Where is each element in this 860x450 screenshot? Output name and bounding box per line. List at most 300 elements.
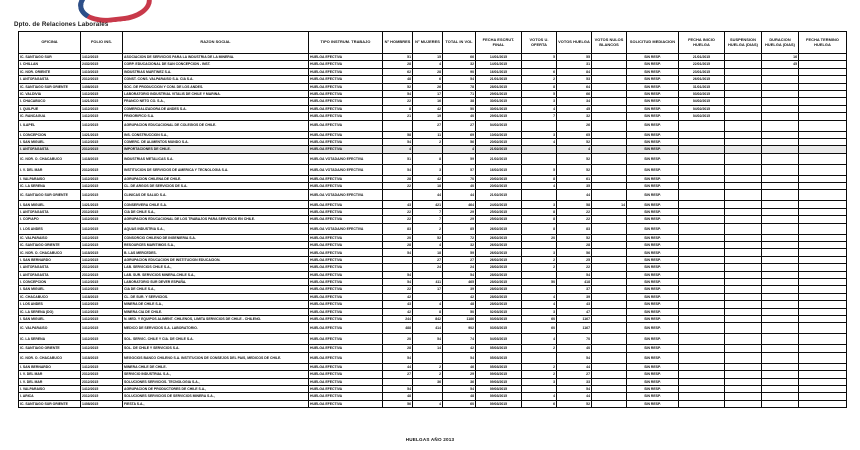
cell-votos-nulos-blancos [592, 249, 627, 256]
cell-n-hombres [383, 378, 413, 385]
cell-tipo-instrumento: HUELGA EFECTIVA [309, 393, 383, 400]
cell-solicitud-mediacion: SIN RESP. [627, 183, 679, 190]
cell-fecha-inicio-huelga [679, 183, 725, 190]
cell-duracion-huelga [762, 131, 799, 138]
cell-solicitud-mediacion: SIN RESP. [627, 301, 679, 308]
cell-suspension-huelga [725, 345, 762, 352]
cell-solicitud-mediacion: SIN RESP. [627, 385, 679, 392]
cell-votos-nulos-blancos [592, 190, 627, 201]
cell-n-mujeres: 2 [413, 363, 443, 370]
cell-votos-nulos-blancos [592, 138, 627, 145]
cell-votos-ultima-oferta: 4 [522, 183, 557, 190]
cell-fecha-escrutinio: 26/02/2015 [476, 249, 522, 256]
cell-razon-social: AGRUPACION DE PRODUCTORES DE CHILE S.A., [123, 385, 309, 392]
cell-duracion-huelga [762, 146, 799, 153]
table-row [19, 113, 847, 120]
cell-fecha-termino-huelga [799, 90, 847, 97]
cell-total-involucrados: 902 [443, 323, 476, 334]
cell-n-mujeres: 17 [413, 90, 443, 97]
cell-n-hombres: 22 [383, 208, 413, 215]
cell-votos-ultima-oferta [522, 286, 557, 293]
cell-oficina: I. ANTOFAGASTA [19, 264, 81, 271]
cell-oficina: IC. SANTIAGO ORIENTE [19, 345, 81, 352]
cell-votos-nulos-blancos [592, 334, 627, 345]
cell-solicitud-mediacion: SIN RESP. [627, 278, 679, 285]
cell-n-mujeres: 26 [413, 83, 443, 90]
cell-oficina: IC. LA SERENA [19, 334, 81, 345]
cell-votos-ultima-oferta: 3 [522, 308, 557, 315]
cell-fecha-termino-huelga [799, 345, 847, 352]
cell-fecha-inicio-huelga [679, 278, 725, 285]
cell-suspension-huelga [725, 234, 762, 241]
cell-votos-huelga: 418 [557, 278, 592, 285]
cell-tipo-instrumento: HUELGA EFECTIVA [309, 208, 383, 215]
cell-votos-nulos-blancos [592, 183, 627, 190]
table-row [19, 334, 847, 345]
cell-votos-huelga: 32 [557, 113, 592, 120]
cell-votos-huelga: 66 [557, 90, 592, 97]
cell-duracion-huelga [762, 83, 799, 90]
cell-total-involucrados: 54 [443, 76, 476, 83]
cell-oficina: IC. SANTIAGO ORIENTE [19, 242, 81, 249]
cell-duracion-huelga [762, 216, 799, 223]
cell-fecha-termino-huelga [799, 223, 847, 234]
cell-n-mujeres: 2 [413, 223, 443, 234]
cell-fecha-termino-huelga [799, 352, 847, 363]
cell-total-involucrados: 50 [443, 308, 476, 315]
cell-solicitud-mediacion: SIN RESP. [627, 363, 679, 370]
cell-oficina: I. V. DEL MAR [19, 164, 81, 175]
cell-suspension-huelga [725, 334, 762, 345]
cell-razon-social: CIA DE CHILE S.A., [123, 208, 309, 215]
cell-razon-social: INDUSTRIAS METALICAS S.A. [123, 153, 309, 164]
cell-suspension-huelga [725, 138, 762, 145]
cell-votos-huelga: 52 [557, 400, 592, 407]
cell-votos-ultima-oferta: 8 [522, 175, 557, 182]
cell-n-hombres: 28 [383, 242, 413, 249]
cell-oficina: I. LOS ANDES [19, 301, 81, 308]
cell-fecha-escrutinio: 28/02/2015 [476, 278, 522, 285]
cell-tipo-instrumento: HUELGA EFECTIVA [309, 201, 383, 208]
cell-razon-social: ASOCIACION DE SERVICIOS PARA LA INDUSTRIA DE LA MINERIA. [123, 54, 309, 61]
cell-tipo-instrumento: HUELGA EFECTIVA [309, 98, 383, 105]
cell-duracion-huelga [762, 76, 799, 83]
cell-total-involucrados: 4 [443, 146, 476, 153]
cell-votos-ultima-oferta: 3 [522, 201, 557, 208]
cell-fecha-inicio-huelga [679, 201, 725, 208]
cell-oficina: I. SAN BERNARDO [19, 256, 81, 263]
cell-duracion-huelga [762, 208, 799, 215]
cell-total-involucrados: 38 [443, 98, 476, 105]
cell-n-hombres: 54 [383, 271, 413, 278]
cell-tipo-instrumento: HUELGA EFECTIVA [309, 363, 383, 370]
cell-duracion-huelga [762, 190, 799, 201]
cell-suspension-huelga [725, 90, 762, 97]
cell-votos-nulos-blancos [592, 90, 627, 97]
column-header-solicitud-mediacion: SOLICITUD MEDIACION [627, 32, 679, 54]
cell-fecha-termino-huelga [799, 334, 847, 345]
cell-votos-huelga: 58 [557, 201, 592, 208]
cell-duracion-huelga [762, 234, 799, 241]
cell-votos-ultima-oferta: 6 [522, 68, 557, 75]
cell-total-involucrados: 70 [443, 175, 476, 182]
cell-total-involucrados: 54 [443, 385, 476, 392]
column-header-tipo-instrumento: TIPO INSTRUM. TRABAJO [309, 32, 383, 54]
cell-folio: 1418/2015 [81, 249, 123, 256]
department-label: Dpto. de Relaciones Laborales [14, 21, 109, 28]
cell-fecha-inicio-huelga [679, 371, 725, 378]
cell-fecha-inicio-huelga [679, 208, 725, 215]
cell-oficina: I. ILAPEL [19, 120, 81, 131]
cell-razon-social: IMPORTACIONES DE CHILE. [123, 146, 309, 153]
cell-votos-ultima-oferta: 5 [522, 90, 557, 97]
column-header-votos-ultima-oferta: VOTOS U. OFERTA [522, 32, 557, 54]
cell-razon-social: FIESTA S.A., [123, 400, 309, 407]
cell-votos-nulos-blancos [592, 164, 627, 175]
cell-votos-huelga: 52 [557, 153, 592, 164]
cell-votos-nulos-blancos [592, 223, 627, 234]
cell-fecha-escrutinio: 04/03/2015 [476, 334, 522, 345]
cell-duracion-huelga [762, 120, 799, 131]
cell-votos-ultima-oferta: 8 [522, 223, 557, 234]
cell-n-hombres: 51 [383, 153, 413, 164]
cell-total-involucrados: 29 [443, 208, 476, 215]
cell-duracion-huelga [762, 352, 799, 363]
cell-solicitud-mediacion: SIN RESP. [627, 120, 679, 131]
cell-suspension-huelga [725, 208, 762, 215]
column-header-duracion-huelga: DURACION HUELGA (DIAS) [762, 32, 799, 54]
cell-total-involucrados: 32 [443, 242, 476, 249]
cell-n-hombres: 22 [383, 183, 413, 190]
cell-oficina: IC. VALPARAISO [19, 323, 81, 334]
cell-fecha-inicio-huelga [679, 234, 725, 241]
cell-votos-nulos-blancos [592, 234, 627, 241]
cell-fecha-escrutinio: 25/02/2015 [476, 216, 522, 223]
table-row [19, 61, 847, 68]
cell-votos-huelga: 22 [557, 264, 592, 271]
cell-solicitud-mediacion: SIN RESP. [627, 216, 679, 223]
cell-suspension-huelga [725, 223, 762, 234]
cell-n-mujeres: 52 [413, 234, 443, 241]
cell-folio: 1412/2015 [81, 113, 123, 120]
column-header-fecha-escrutinio: FECHA ESCRUT. FINAL [476, 32, 522, 54]
cell-folio: 2312/2015 [81, 371, 123, 378]
table-row [19, 400, 847, 407]
cell-razon-social: AGRUPACION EDUCACION DE INSTITUCION EDUCACION. [123, 256, 309, 263]
cell-fecha-termino-huelga [799, 256, 847, 263]
cell-votos-nulos-blancos [592, 131, 627, 138]
cell-votos-huelga: 27 [557, 371, 592, 378]
cell-votos-nulos-blancos [592, 385, 627, 392]
cell-votos-huelga: 47 [557, 308, 592, 315]
cell-tipo-instrumento: HUELGA EFECTIVA [309, 345, 383, 352]
cell-n-hombres: 20 [383, 334, 413, 345]
cell-n-mujeres: 842 [413, 315, 443, 322]
cell-votos-huelga: 84 [557, 68, 592, 75]
cell-tipo-instrumento: HUELGA EFECTIVA [309, 293, 383, 300]
cell-folio: 1418/2015 [81, 352, 123, 363]
cell-n-hombres: 244 [383, 315, 413, 322]
table-row [19, 201, 847, 208]
column-header-votos-nulos-blancos: VOTOS NULOS BLANCOS [592, 32, 627, 54]
cell-fecha-escrutinio: 28/01/2015 [476, 83, 522, 90]
cell-tipo-instrumento: HUELGA EFECTIVA [309, 400, 383, 407]
cell-folio: 1412/2015 [81, 175, 123, 182]
cell-folio: 1421/2015 [81, 131, 123, 138]
cell-votos-huelga: 53 [557, 76, 592, 83]
cell-razon-social: CORP. EDUCACIONAL DE SAN CONCEPCION - INST. [123, 61, 309, 68]
cell-total-involucrados: 48 [443, 393, 476, 400]
cell-oficina: IC. SANTIAGO SUR [19, 54, 81, 61]
cell-suspension-huelga [725, 113, 762, 120]
cell-folio: 1412/2015 [81, 278, 123, 285]
cell-fecha-termino-huelga [799, 98, 847, 105]
cell-fecha-inicio-huelga: 04/02/2015 [679, 98, 725, 105]
cell-duracion-huelga [762, 164, 799, 175]
strikes-table [18, 31, 847, 408]
table-row [19, 120, 847, 131]
cell-votos-nulos-blancos [592, 345, 627, 352]
cell-folio: 2312/2015 [81, 393, 123, 400]
cell-n-hombres: 54 [383, 385, 413, 392]
cell-n-hombres: 54 [383, 249, 413, 256]
cell-fecha-termino-huelga [799, 278, 847, 285]
cell-folio: 1412/2015 [81, 105, 123, 112]
cell-n-mujeres: 11 [413, 131, 443, 138]
cell-razon-social: FRANCO NETO CO. S.A., [123, 98, 309, 105]
table-row [19, 363, 847, 370]
cell-suspension-huelga [725, 393, 762, 400]
cell-votos-huelga: 52 [557, 138, 592, 145]
cell-folio: 1421/2015 [81, 201, 123, 208]
cell-fecha-escrutinio: 28/02/2015 [476, 271, 522, 278]
cell-n-mujeres: 24 [413, 264, 443, 271]
cell-folio: 1412/2015 [81, 323, 123, 334]
cell-fecha-inicio-huelga [679, 256, 725, 263]
cell-razon-social: CL. DE ARGOS DE SERVICIOS DE S.A. [123, 183, 309, 190]
cell-fecha-termino-huelga [799, 208, 847, 215]
cell-fecha-inicio-huelga [679, 264, 725, 271]
cell-n-mujeres: 18 [413, 249, 443, 256]
column-header-suspension-huelga: SUSPENSION HUELGA (DIAS) [725, 32, 762, 54]
cell-fecha-inicio-huelga [679, 146, 725, 153]
cell-suspension-huelga [725, 385, 762, 392]
cell-total-involucrados: 54 [443, 352, 476, 363]
cell-total-involucrados: 465 [443, 278, 476, 285]
cell-oficina: I. ANTOFAGASTA [19, 208, 81, 215]
cell-fecha-termino-huelga [799, 249, 847, 256]
cell-fecha-termino-huelga [799, 164, 847, 175]
cell-fecha-inicio-huelga [679, 334, 725, 345]
cell-folio: 1412/2015 [81, 190, 123, 201]
cell-fecha-inicio-huelga: 21/01/2015 [679, 54, 725, 61]
cell-folio: 1408/2015 [81, 83, 123, 90]
cell-votos-nulos-blancos [592, 286, 627, 293]
cell-suspension-huelga [725, 278, 762, 285]
cell-fecha-escrutinio: 26/02/2015 [476, 256, 522, 263]
cell-votos-ultima-oferta: 8 [522, 208, 557, 215]
cell-n-hombres [383, 264, 413, 271]
cell-tipo-instrumento: HUELGA EFECTIVA [309, 385, 383, 392]
cell-suspension-huelga [725, 190, 762, 201]
cell-n-mujeres: 19 [413, 113, 443, 120]
cell-tipo-instrumento: HUELGA EFECTIVA [309, 138, 383, 145]
column-header-votos-huelga: VOTOS HUELGA [557, 32, 592, 54]
cell-fecha-escrutinio: 02/03/2015 [476, 308, 522, 315]
cell-n-mujeres: 3 [413, 164, 443, 175]
table-row [19, 385, 847, 392]
cell-n-mujeres: 421 [413, 201, 443, 208]
cell-fecha-escrutinio: 21/02/2015 [476, 153, 522, 164]
cell-suspension-huelga [725, 83, 762, 90]
cell-votos-nulos-blancos [592, 61, 627, 68]
cell-solicitud-mediacion: SIN RESP. [627, 242, 679, 249]
cell-fecha-inicio-huelga [679, 385, 725, 392]
cell-fecha-escrutinio: 09/03/2015 [476, 385, 522, 392]
cell-duracion-huelga [762, 315, 799, 322]
table-row [19, 345, 847, 352]
cell-total-involucrados: 42 [443, 293, 476, 300]
cell-tipo-instrumento: HUELGA EFECTIVA [309, 68, 383, 75]
strikes-table-container [18, 31, 846, 408]
cell-n-hombres: 58 [383, 131, 413, 138]
cell-razon-social: CL. DE SUR. Y SERVICIOS. [123, 293, 309, 300]
cell-votos-nulos-blancos [592, 264, 627, 271]
cell-votos-huelga: 33 [557, 378, 592, 385]
cell-n-hombres: 43 [383, 201, 413, 208]
cell-razon-social: AGRUPACION EDUCACIONAL DE LOS TRABAJOS PARA SERVICIOS EN CHILE. [123, 216, 309, 223]
column-header-n-mujeres: N° MUJERES [413, 32, 443, 54]
cell-tipo-instrumento: HUELGA EFECTIVA [309, 113, 383, 120]
cell-votos-huelga: 61 [557, 175, 592, 182]
cell-oficina: IC. NOR. O. CHACABUCO [19, 249, 81, 256]
cell-votos-nulos-blancos [592, 315, 627, 322]
table-row [19, 90, 847, 97]
cell-solicitud-mediacion: SIN RESP. [627, 234, 679, 241]
cell-fecha-termino-huelga [799, 146, 847, 153]
cell-solicitud-mediacion: SIN RESP. [627, 61, 679, 68]
cell-votos-nulos-blancos [592, 400, 627, 407]
cell-votos-nulos-blancos [592, 271, 627, 278]
cell-oficina: IC. SANTIAGO SUR ORIENTE [19, 190, 81, 201]
cell-duracion-huelga [762, 345, 799, 352]
cell-oficina: I. SAN MIGUEL [19, 201, 81, 208]
cell-n-mujeres [413, 352, 443, 363]
cell-n-hombres: 28 [383, 61, 413, 68]
cell-fecha-escrutinio: 14/01/2015 [476, 61, 522, 68]
cell-total-involucrados: 32 [443, 61, 476, 68]
cell-votos-huelga: 31 [557, 61, 592, 68]
cell-folio: 1412/2015 [81, 183, 123, 190]
cell-fecha-inicio-huelga: 31/01/2015 [679, 83, 725, 90]
cell-votos-ultima-oferta: 6 [522, 400, 557, 407]
table-row [19, 68, 847, 75]
document-header [0, 0, 860, 34]
cell-total-involucrados: 66 [443, 54, 476, 61]
cell-n-hombres: 51 [383, 54, 413, 61]
cell-solicitud-mediacion: SIN RESP. [627, 371, 679, 378]
cell-fecha-termino-huelga [799, 234, 847, 241]
cell-votos-nulos-blancos: 14 [592, 201, 627, 208]
cell-fecha-inicio-huelga [679, 293, 725, 300]
cell-n-mujeres [413, 393, 443, 400]
cell-n-hombres: 44 [383, 363, 413, 370]
cell-razon-social: AQUAS INDUSTRIA S.A., [123, 223, 309, 234]
cell-solicitud-mediacion: SIN RESP. [627, 323, 679, 334]
cell-votos-ultima-oferta: 2 [522, 363, 557, 370]
cell-n-hombres [383, 190, 413, 201]
table-row [19, 352, 847, 363]
cell-solicitud-mediacion: SIN RESP. [627, 286, 679, 293]
cell-oficina: IC. LA SERENA [19, 183, 81, 190]
cell-fecha-inicio-huelga [679, 286, 725, 293]
cell-folio: 2312/2015 [81, 208, 123, 215]
cell-suspension-huelga [725, 98, 762, 105]
cell-total-involucrados: 464 [443, 201, 476, 208]
cell-razon-social: FRIGORIFICO S.A. [123, 113, 309, 120]
cell-oficina: IC. VALDIVIA [19, 90, 81, 97]
cell-votos-ultima-oferta [522, 385, 557, 392]
cell-votos-huelga: 55 [557, 54, 592, 61]
cell-duracion-huelga [762, 105, 799, 112]
cell-oficina: IC. CHACABUCO [19, 293, 81, 300]
cell-fecha-escrutinio: 30/01/2015 [476, 105, 522, 112]
cell-votos-ultima-oferta: 3 [522, 378, 557, 385]
cell-votos-ultima-oferta [522, 120, 557, 131]
cell-tipo-instrumento: HUELGA EFECTIVA [309, 323, 383, 334]
cell-solicitud-mediacion: SIN RESP. [627, 315, 679, 322]
cell-fecha-inicio-huelga [679, 242, 725, 249]
cell-tipo-instrumento: HUELGA EFECTIVA [309, 120, 383, 131]
cell-oficina: I. CONCEPCION [19, 278, 81, 285]
table-row [19, 164, 847, 175]
cell-duracion-huelga [762, 378, 799, 385]
cell-suspension-huelga [725, 371, 762, 378]
cell-n-mujeres: 36 [413, 378, 443, 385]
cell-tipo-instrumento: HUELGA EFECTIVA [309, 242, 383, 249]
cell-votos-nulos-blancos [592, 208, 627, 215]
cell-solicitud-mediacion: SIN RESP. [627, 208, 679, 215]
cell-votos-ultima-oferta [522, 61, 557, 68]
cell-solicitud-mediacion: SIN RESP. [627, 201, 679, 208]
cell-razon-social: MEDICO DE SERVICIOS S.A. LABORATORIO. [123, 323, 309, 334]
table-row [19, 393, 847, 400]
cell-duracion-huelga [762, 113, 799, 120]
cell-votos-huelga: 4 [557, 146, 592, 153]
cell-oficina: I. COPIAPO [19, 216, 81, 223]
cell-votos-huelga: 52 [557, 234, 592, 241]
cell-duracion-huelga [762, 249, 799, 256]
cell-total-involucrados: 27 [443, 256, 476, 263]
cell-n-hombres: 54 [383, 352, 413, 363]
cell-solicitud-mediacion: SIN RESP. [627, 54, 679, 61]
table-row [19, 223, 847, 234]
cell-votos-nulos-blancos [592, 76, 627, 83]
cell-fecha-termino-huelga [799, 183, 847, 190]
cell-oficina: I. CHACABUCO [19, 98, 81, 105]
cell-oficina: I. SAN BERNARDO [19, 363, 81, 370]
cell-suspension-huelga [725, 54, 762, 61]
cell-oficina: I. SAN MIGUEL [19, 286, 81, 293]
cell-n-mujeres: 27 [413, 256, 443, 263]
cell-n-hombres: 42 [383, 293, 413, 300]
cell-fecha-escrutinio: 28/02/2015 [476, 286, 522, 293]
cell-solicitud-mediacion: SIN RESP. [627, 271, 679, 278]
cell-fecha-termino-huelga [799, 83, 847, 90]
cell-oficina: IC. SANTIAGO SUR ORIENTE [19, 83, 81, 90]
table-row [19, 190, 847, 201]
table-row [19, 242, 847, 249]
